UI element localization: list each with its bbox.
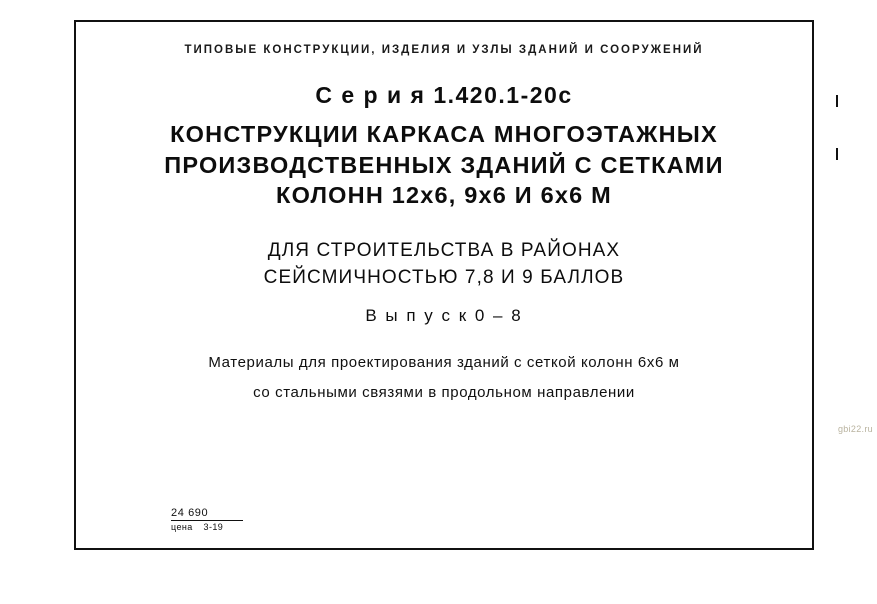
stamp-code: 24 690 — [171, 507, 209, 519]
series-number: С е р и я 1.420.1-20с — [315, 82, 573, 108]
edge-tick-mark — [836, 95, 838, 107]
page-subtitle-line: ДЛЯ СТРОИТЕЛЬСТВА В РАЙОНАХ — [267, 239, 621, 261]
document-kicker: ТИПОВЫЕ КОНСТРУКЦИИ, ИЗДЕЛИЯ И УЗЛЫ ЗДАНИЙ И СООРУЖЕНИЙ — [184, 44, 704, 56]
stamp-price — [171, 521, 261, 532]
title-block — [76, 22, 812, 408]
issue-number: В ы п у с к 0 – 8 — [365, 305, 523, 325]
document-note-line: со стальными связями в продольном направлении — [253, 383, 635, 401]
stamp-price-label: цена — [171, 522, 193, 532]
document-page — [74, 20, 814, 550]
document-note — [76, 348, 812, 408]
page-subtitle-line: СЕЙСМИЧНОСТЬЮ 7,8 И 9 БАЛЛОВ — [263, 267, 625, 289]
stamp-price-value: 3-19 — [203, 522, 224, 532]
edge-tick-mark — [836, 148, 838, 160]
watermark: gbi22.ru — [838, 424, 873, 434]
page-title-line: ПРОИЗВОДСТВЕННЫХ ЗДАНИЙ С СЕТКАМИ — [164, 151, 724, 178]
page-subtitle — [76, 237, 812, 292]
page-title — [76, 119, 812, 211]
price-stamp — [171, 507, 261, 532]
page-title-line: КОНСТРУКЦИИ КАРКАСА МНОГОЭТАЖНЫХ — [170, 121, 718, 147]
document-note-line: Материалы для проектирования зданий с сеткой колонн 6х6 м — [208, 353, 680, 371]
page-title-line: КОЛОНН 12х6, 9х6 И 6х6 М — [276, 182, 612, 209]
